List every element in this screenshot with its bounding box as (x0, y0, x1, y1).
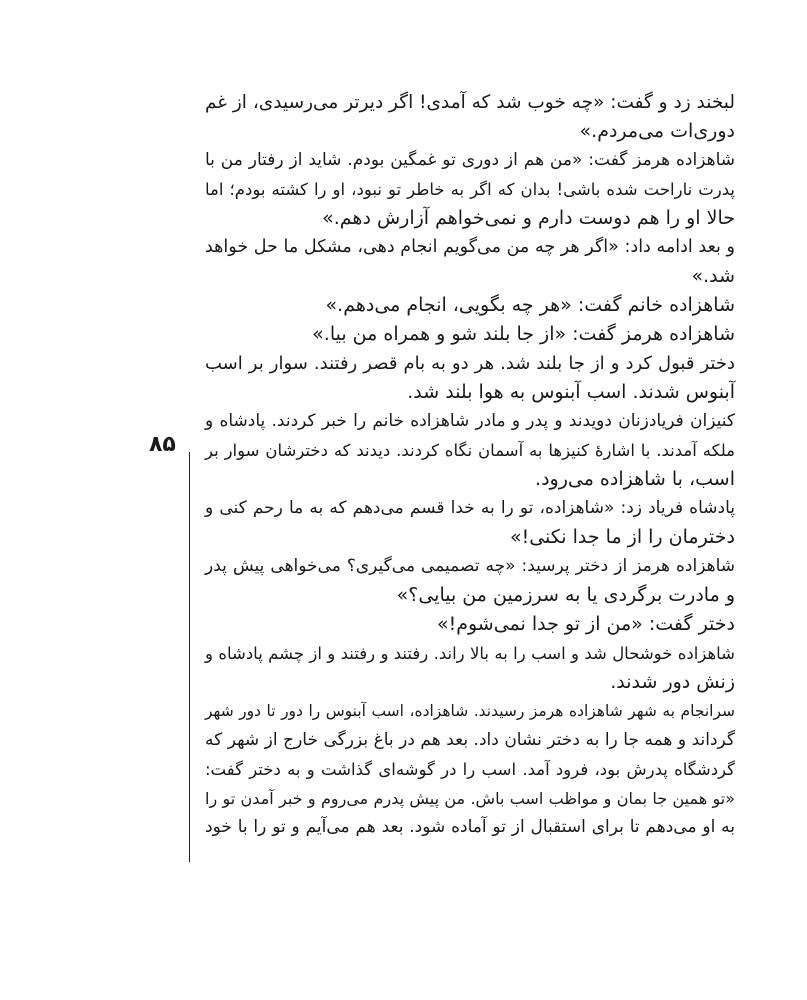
text-line: و بعد ادامه داد: «اگر هر چه من می‌گویم انجام دهی، مشکل ما حل خواهد (205, 237, 735, 257)
text-line: شاهزاده خوشحال شد و اسب را به بالا راند. رفتند و رفتند و از چشم پادشاه و (205, 644, 735, 663)
body-text (205, 88, 735, 842)
text-line: دوری‌ات می‌مردم.» (579, 120, 735, 142)
text-line: شاهزاده هرمز از دختر پرسید: «چه تصمیمی می‌گیری؟ می‌خواهی پیش پدر (205, 556, 735, 576)
text-line: لبخند زد و گفت: «چه خوب شد که آمدی! اگر دیرتر می‌رسیدی، از غم (205, 92, 735, 113)
text-line: شاهزاده خانم گفت: «هر چه بگویی، انجام می‌دهم.» (325, 294, 735, 316)
text-line: گرداند و همه جا را به دختر نشان داد. بعد هم در باغ بزرگی خارج از شهر که (205, 730, 735, 750)
margin-rule (189, 452, 190, 862)
text-line: کنیزان فریادزنان دویدند و پدر و مادر شاهزاده خانم را خبر کردند. پادشاه و (205, 411, 735, 431)
text-line: گردشگاه پدرش بود، فرود آمد. اسب را در گوشه‌ای گذاشت و به دختر گفت: (205, 760, 735, 779)
text-line: دخترمان را از ما جدا نکنی!» (509, 526, 735, 548)
text-line: اسب، با شاهزاده می‌رود. (535, 468, 735, 490)
text-line: و مادرت برگردی یا به سرزمین من بیایی؟» (396, 584, 735, 606)
text-line: دختر قبول کرد و از جا بلند شد. هر دو به بام قصر رفتند. سوار بر اسب (205, 353, 735, 374)
text-line: دختر گفت: «من از تو جدا نمی‌شوم!» (436, 613, 735, 635)
text-line: آبنوس شدند. اسب آبنوس به هوا بلند شد. (407, 381, 735, 403)
text-line: ملکه آمدند. با اشارهٔ کنیزها به آسمان نگاه کردند. دیدند که دخترشان سوار بر (205, 441, 735, 460)
text-line: شاهزاده هرمز گفت: «از جا بلند شو و همراه من بیا.» (312, 323, 735, 345)
text-line: پادشاه فریاد زد: «شاهزاده، تو را به خدا قسم می‌دهم که به ما رحم کنی و (205, 498, 735, 518)
text-line: شاهزاده هرمز گفت: «من هم از دوری تو غمگین بودم. شاید از رفتار من با (205, 150, 735, 170)
text-line: زنش دور شدند. (610, 671, 735, 693)
text-line: حالا او را هم دوست دارم و نمی‌خواهم آزارش دهم.» (322, 207, 735, 229)
text-line: پدرت ناراحت شده باشی! بدان که اگر به خاطر تو نبود، او را کشته بودم؛ اما (205, 180, 735, 199)
text-line: به او می‌دهم تا برای استقبال از تو آماده شود. بعد هم می‌آیم و تو را با خود (205, 817, 735, 837)
text-line: سرانجام به شهر شاهزاده هرمز رسیدند. شاهزاده، اسب آبنوس را دور تا دور شهر (205, 702, 735, 720)
text-line: شد.» (691, 265, 735, 287)
text-line: «تو همین جا بمان و مواظب اسب باش. من پیش پدرم می‌روم و خبر آمدن تو را (205, 789, 735, 808)
page-number: ۸۵ (149, 432, 176, 457)
